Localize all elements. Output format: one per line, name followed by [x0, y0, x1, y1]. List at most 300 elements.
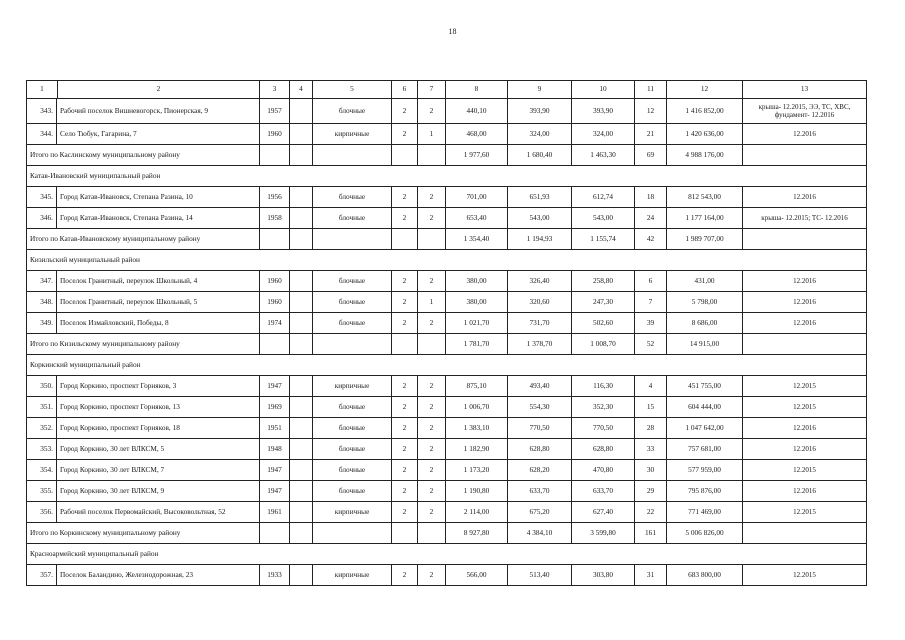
term-cell: 12.2016: [743, 271, 867, 292]
total-row: [27, 145, 867, 166]
residents-cell: 28: [635, 418, 667, 439]
col4-cell: [290, 502, 313, 523]
address-cell: [27, 460, 260, 481]
address: Город Коркино, проспект Горняков, 18: [60, 422, 180, 432]
floors-cell: 2: [392, 187, 418, 208]
area-cell: 543,00: [572, 208, 635, 229]
area-cell: 875,10: [446, 376, 508, 397]
residents-cell: 31: [635, 565, 667, 586]
empty-cell: [743, 229, 867, 250]
material-cell: блочные: [313, 271, 392, 292]
residents-total: 69: [635, 145, 667, 166]
empty-cell: [418, 145, 446, 166]
area-cell: 770,50: [572, 418, 635, 439]
area-total: 3 599,80: [572, 523, 635, 544]
cost-total: 1 989 707,00: [667, 229, 743, 250]
area-cell: 633,70: [572, 481, 635, 502]
residents-cell: 7: [635, 292, 667, 313]
term-cell: 12.2016: [743, 439, 867, 460]
area-cell: 493,40: [508, 376, 572, 397]
floors-cell: 2: [392, 376, 418, 397]
term-cell: 12.2016: [743, 187, 867, 208]
material-cell: блочные: [313, 313, 392, 334]
entrances-cell: 2: [418, 502, 446, 523]
area-cell: 628,80: [508, 439, 572, 460]
residents-cell: 24: [635, 208, 667, 229]
year-cell: 1969: [260, 397, 290, 418]
column-header: 5: [313, 81, 392, 99]
area-cell: 326,40: [508, 271, 572, 292]
area-total: 1 194,93: [508, 229, 572, 250]
empty-cell: [418, 334, 446, 355]
floors-cell: 2: [392, 565, 418, 586]
material-cell: кирпичные: [313, 502, 392, 523]
total-label: Итого по Коркинскому муниципальному району: [27, 523, 260, 544]
empty-cell: [313, 145, 392, 166]
table-row: [27, 313, 867, 334]
year-cell: 1957: [260, 99, 290, 124]
empty-cell: [290, 334, 313, 355]
area-cell: 1 021,70: [446, 313, 508, 334]
floors-cell: 2: [392, 481, 418, 502]
year-cell: 1933: [260, 565, 290, 586]
cost-cell: 795 876,00: [667, 481, 743, 502]
area-total: 1 781,70: [446, 334, 508, 355]
address: Город Коркино, проспект Горняков, 3: [60, 380, 177, 390]
term-cell: 12.2015: [743, 397, 867, 418]
address-cell: [27, 208, 260, 229]
year-cell: 1958: [260, 208, 290, 229]
table-row: [27, 99, 867, 124]
address: Город Коркино, 30 лет ВЛКСМ, 9: [60, 485, 165, 495]
residents-cell: 30: [635, 460, 667, 481]
area-cell: 633,70: [508, 481, 572, 502]
table-row: [27, 439, 867, 460]
address-cell: [27, 439, 260, 460]
col4-cell: [290, 292, 313, 313]
residents-cell: 6: [635, 271, 667, 292]
cost-cell: 1 420 636,00: [667, 124, 743, 145]
row-number: 348.: [27, 292, 57, 312]
row-number: 346.: [27, 208, 57, 228]
floors-cell: 2: [392, 397, 418, 418]
total-row: [27, 523, 867, 544]
row-number: 344.: [27, 124, 57, 144]
entrances-cell: 2: [418, 397, 446, 418]
material-cell: блочные: [313, 397, 392, 418]
col4-cell: [290, 187, 313, 208]
column-header: 12: [667, 81, 743, 99]
address: Город Коркино, 30 лет ВЛКСМ, 5: [60, 443, 165, 453]
year-cell: 1951: [260, 418, 290, 439]
area-cell: 502,60: [572, 313, 635, 334]
material-cell: блочные: [313, 208, 392, 229]
column-header: 1: [27, 81, 58, 98]
area-total: 1 008,70: [572, 334, 635, 355]
empty-cell: [418, 523, 446, 544]
area-cell: 554,30: [508, 397, 572, 418]
floors-cell: 2: [392, 124, 418, 145]
entrances-cell: 2: [418, 187, 446, 208]
material-cell: кирпичные: [313, 565, 392, 586]
material-cell: блочные: [313, 418, 392, 439]
total-row: [27, 229, 867, 250]
table-body: [27, 81, 867, 586]
area-cell: 380,00: [446, 271, 508, 292]
material-cell: блочные: [313, 481, 392, 502]
area-cell: 116,30: [572, 376, 635, 397]
address: Город Катав-Ивановск, Степана Разина, 10: [60, 191, 193, 201]
empty-cell: [743, 334, 867, 355]
floors-cell: 2: [392, 271, 418, 292]
year-cell: 1947: [260, 481, 290, 502]
residents-cell: 39: [635, 313, 667, 334]
term-cell: 12.2016: [743, 418, 867, 439]
year-cell: 1956: [260, 187, 290, 208]
term-cell: 12.2015: [743, 502, 867, 523]
empty-cell: [260, 145, 290, 166]
term-cell: крыша- 12.2015; ТС- 12.2016: [743, 208, 867, 229]
empty-cell: [418, 229, 446, 250]
year-cell: 1960: [260, 124, 290, 145]
empty-cell: [260, 334, 290, 355]
address-cell: [27, 187, 260, 208]
col4-cell: [290, 208, 313, 229]
cost-total: 4 988 176,00: [667, 145, 743, 166]
empty-cell: [392, 145, 418, 166]
district-row: [27, 166, 867, 187]
district-row: [27, 355, 867, 376]
table-row: [27, 124, 867, 145]
cost-cell: 1 416 852,00: [667, 99, 743, 124]
area-cell: 770,50: [508, 418, 572, 439]
row-number: 352.: [27, 418, 57, 438]
area-cell: 675,20: [508, 502, 572, 523]
entrances-cell: 2: [418, 271, 446, 292]
address-cell: [27, 271, 260, 292]
table-row: [27, 187, 867, 208]
floors-cell: 2: [392, 460, 418, 481]
address: Рабочий поселок Вишневогорск, Пионерская, 9: [60, 105, 209, 115]
district-name: Коркинский муниципальный район: [27, 355, 867, 376]
entrances-cell: 1: [418, 292, 446, 313]
area-total: 8 927,80: [446, 523, 508, 544]
term-cell: крыша- 12.2015, ЭЭ, ТС, ХВС, фундамент- 12.2016: [743, 99, 867, 124]
column-header: 11: [635, 81, 667, 99]
material-cell: блочные: [313, 292, 392, 313]
area-total: 1 463,30: [572, 145, 635, 166]
empty-cell: [743, 145, 867, 166]
empty-cell: [290, 523, 313, 544]
address-cell: [27, 397, 260, 418]
row-number: 350.: [27, 376, 57, 396]
cost-cell: 812 543,00: [667, 187, 743, 208]
residents-cell: 22: [635, 502, 667, 523]
total-row: [27, 334, 867, 355]
district-name: Красноармейский муниципальный район: [27, 544, 867, 565]
entrances-cell: 2: [418, 418, 446, 439]
area-cell: 380,00: [446, 292, 508, 313]
residents-cell: 18: [635, 187, 667, 208]
area-cell: 393,90: [508, 99, 572, 124]
address: Поселок Гранитный, переулок Школьный, 5: [60, 296, 198, 306]
col4-cell: [290, 376, 313, 397]
address: Поселок Баландино, Железнодорожная, 23: [60, 569, 193, 579]
residents-total: 52: [635, 334, 667, 355]
header-row: [27, 81, 867, 99]
area-cell: 612,74: [572, 187, 635, 208]
year-cell: 1947: [260, 376, 290, 397]
area-cell: 393,90: [572, 99, 635, 124]
page-number: 18: [448, 27, 457, 36]
term-cell: 12.2015: [743, 376, 867, 397]
year-cell: 1947: [260, 460, 290, 481]
table-row: [27, 502, 867, 523]
empty-cell: [260, 523, 290, 544]
area-cell: 352,30: [572, 397, 635, 418]
row-number: 357.: [27, 565, 57, 585]
residents-cell: 12: [635, 99, 667, 124]
address: Поселок Гранитный, переулок Школьный, 4: [60, 275, 198, 285]
entrances-cell: 2: [418, 481, 446, 502]
floors-cell: 2: [392, 439, 418, 460]
col4-cell: [290, 313, 313, 334]
column-header: 7: [418, 81, 446, 99]
area-total: 1 680,40: [508, 145, 572, 166]
district-row: [27, 544, 867, 565]
col4-cell: [290, 397, 313, 418]
empty-cell: [313, 334, 392, 355]
address-cell: [27, 502, 260, 523]
cost-cell: 577 959,00: [667, 460, 743, 481]
table-row: [27, 460, 867, 481]
area-cell: 247,30: [572, 292, 635, 313]
area-cell: 1 006,70: [446, 397, 508, 418]
empty-cell: [290, 229, 313, 250]
floors-cell: 2: [392, 313, 418, 334]
entrances-cell: 2: [418, 439, 446, 460]
floors-cell: 2: [392, 502, 418, 523]
cost-cell: 5 798,00: [667, 292, 743, 313]
table-row: [27, 418, 867, 439]
area-cell: 468,00: [446, 124, 508, 145]
housing-register-table: [26, 80, 867, 586]
floors-cell: 2: [392, 292, 418, 313]
floors-cell: 2: [392, 208, 418, 229]
year-cell: 1960: [260, 271, 290, 292]
cost-total: 14 915,00: [667, 334, 743, 355]
area-cell: 566,00: [446, 565, 508, 586]
row-number: 353.: [27, 439, 57, 459]
row-number: 343.: [27, 99, 57, 123]
district-name: Катав-Ивановский муниципальный район: [27, 166, 867, 187]
area-cell: 440,10: [446, 99, 508, 124]
area-total: 1 155,74: [572, 229, 635, 250]
address-cell: [27, 565, 260, 586]
area-cell: 628,20: [508, 460, 572, 481]
term-cell: 12.2016: [743, 313, 867, 334]
column-header: 4: [290, 81, 313, 99]
column-header: 8: [446, 81, 508, 99]
total-label: Итого по Кизильскому муниципальному району: [27, 334, 260, 355]
area-cell: 513,40: [508, 565, 572, 586]
address: Село Тюбук, Гагарина, 7: [60, 128, 137, 138]
area-total: 1 977,60: [446, 145, 508, 166]
area-cell: 324,00: [508, 124, 572, 145]
address-cell: [27, 376, 260, 397]
area-cell: 627,40: [572, 502, 635, 523]
area-cell: 543,00: [508, 208, 572, 229]
column-header: 6: [392, 81, 418, 99]
area-cell: 324,00: [572, 124, 635, 145]
row-number: 351.: [27, 397, 57, 417]
area-total: 4 384,10: [508, 523, 572, 544]
term-cell: 12.2015: [743, 460, 867, 481]
table-row: [27, 271, 867, 292]
table-row: [27, 565, 867, 586]
table-row: [27, 208, 867, 229]
area-cell: 320,60: [508, 292, 572, 313]
area-cell: 2 114,00: [446, 502, 508, 523]
empty-cell: [290, 145, 313, 166]
area-cell: 1 173,20: [446, 460, 508, 481]
cost-cell: 8 686,00: [667, 313, 743, 334]
area-cell: 701,00: [446, 187, 508, 208]
area-cell: 1 383,10: [446, 418, 508, 439]
residents-cell: 21: [635, 124, 667, 145]
entrances-cell: 1: [418, 124, 446, 145]
address-cell: [27, 124, 260, 145]
col4-cell: [290, 99, 313, 124]
district-row: [27, 250, 867, 271]
col4-cell: [290, 271, 313, 292]
table-row: [27, 376, 867, 397]
year-cell: 1961: [260, 502, 290, 523]
floors-cell: 2: [392, 99, 418, 124]
col4-cell: [290, 418, 313, 439]
column-header: 13: [743, 81, 867, 99]
area-cell: 303,80: [572, 565, 635, 586]
area-cell: 628,80: [572, 439, 635, 460]
empty-cell: [260, 229, 290, 250]
table-row: [27, 292, 867, 313]
col4-cell: [290, 481, 313, 502]
cost-cell: 431,00: [667, 271, 743, 292]
material-cell: блочные: [313, 99, 392, 124]
area-cell: 731,70: [508, 313, 572, 334]
empty-cell: [743, 523, 867, 544]
row-number: 349.: [27, 313, 57, 333]
address-cell: [27, 481, 260, 502]
cost-cell: 1 047 642,00: [667, 418, 743, 439]
entrances-cell: 2: [418, 99, 446, 124]
empty-cell: [313, 523, 392, 544]
material-cell: кирпичные: [313, 376, 392, 397]
col4-cell: [290, 439, 313, 460]
floors-cell: 2: [392, 418, 418, 439]
material-cell: блочные: [313, 187, 392, 208]
cost-total: 5 006 826,00: [667, 523, 743, 544]
column-header: 10: [572, 81, 635, 99]
area-cell: 1 190,80: [446, 481, 508, 502]
entrances-cell: 2: [418, 565, 446, 586]
col4-cell: [290, 565, 313, 586]
term-cell: 12.2016: [743, 124, 867, 145]
row-number: 356.: [27, 502, 57, 522]
cost-cell: 757 681,00: [667, 439, 743, 460]
col4-cell: [290, 124, 313, 145]
cost-cell: 451 755,00: [667, 376, 743, 397]
address: Город Коркино, проспект Горняков, 13: [60, 401, 180, 411]
area-cell: 651,93: [508, 187, 572, 208]
cost-cell: 604 444,00: [667, 397, 743, 418]
address: Город Коркино, 30 лет ВЛКСМ, 7: [60, 464, 165, 474]
address-cell: [27, 292, 260, 313]
term-cell: 12.2015: [743, 565, 867, 586]
row-number: 347.: [27, 271, 57, 291]
year-cell: 1948: [260, 439, 290, 460]
cost-cell: 683 800,00: [667, 565, 743, 586]
address-cell: [27, 313, 260, 334]
empty-cell: [313, 229, 392, 250]
residents-cell: 15: [635, 397, 667, 418]
empty-cell: [392, 334, 418, 355]
column-header: 9: [508, 81, 572, 99]
row-number: 355.: [27, 481, 57, 501]
address: Город Катав-Ивановск, Степана Разина, 14: [60, 212, 193, 222]
residents-total: 42: [635, 229, 667, 250]
column-header-1-2: [27, 81, 260, 99]
total-label: Итого по Каслинскому муниципальному району: [27, 145, 260, 166]
year-cell: 1974: [260, 313, 290, 334]
material-cell: блочные: [313, 439, 392, 460]
empty-cell: [392, 229, 418, 250]
area-cell: 1 182,90: [446, 439, 508, 460]
material-cell: кирпичные: [313, 124, 392, 145]
cost-cell: 771 469,00: [667, 502, 743, 523]
term-cell: 12.2016: [743, 481, 867, 502]
residents-cell: 4: [635, 376, 667, 397]
term-cell: 12.2016: [743, 292, 867, 313]
col4-cell: [290, 460, 313, 481]
area-cell: 470,80: [572, 460, 635, 481]
address-cell: [27, 99, 260, 124]
row-number: 354.: [27, 460, 57, 480]
entrances-cell: 2: [418, 208, 446, 229]
empty-cell: [392, 523, 418, 544]
total-label: Итого по Катав-Ивановскому муниципальному району: [27, 229, 260, 250]
area-cell: 258,80: [572, 271, 635, 292]
residents-total: 161: [635, 523, 667, 544]
area-total: 1 378,70: [508, 334, 572, 355]
material-cell: блочные: [313, 460, 392, 481]
entrances-cell: 2: [418, 376, 446, 397]
address: Рабочий поселок Первомайский, Высоковольтная, 52: [60, 506, 226, 516]
cost-cell: 1 177 164,00: [667, 208, 743, 229]
address: Поселок Измайловский, Победы, 8: [60, 317, 169, 327]
column-header: 3: [260, 81, 290, 99]
year-cell: 1960: [260, 292, 290, 313]
entrances-cell: 2: [418, 313, 446, 334]
column-header: 2: [156, 84, 161, 94]
residents-cell: 29: [635, 481, 667, 502]
district-name: Кизильский муниципальный район: [27, 250, 867, 271]
table-row: [27, 397, 867, 418]
row-number: 345.: [27, 187, 57, 207]
area-total: 1 354,40: [446, 229, 508, 250]
address-cell: [27, 418, 260, 439]
entrances-cell: 2: [418, 460, 446, 481]
